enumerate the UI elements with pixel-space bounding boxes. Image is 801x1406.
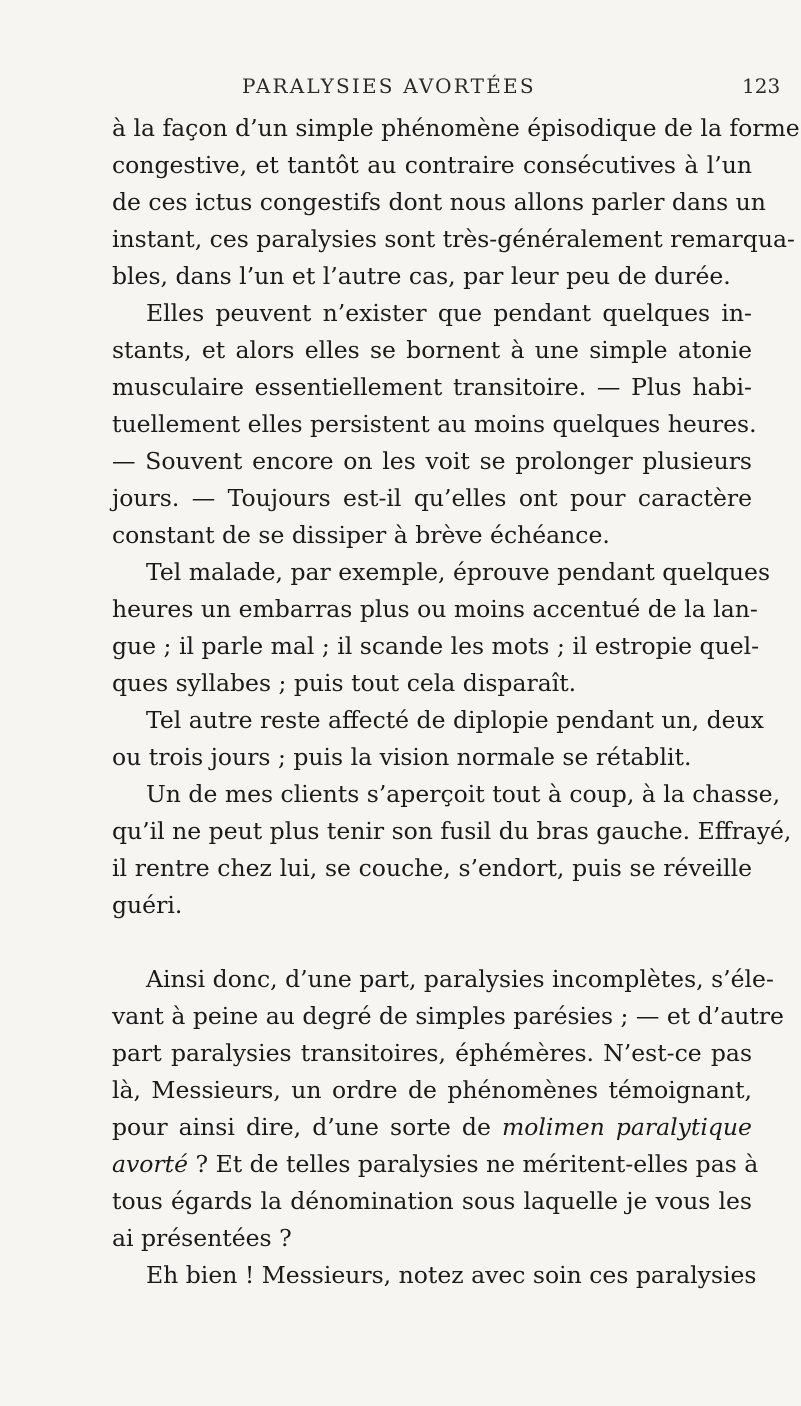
italic-word: avorté: [112, 1150, 189, 1178]
text-line: congestive, et tantôt au contraire consécutives à l’un: [112, 151, 752, 179]
text-line: Elles peuvent n’exister que pendant quelques in-: [146, 299, 752, 327]
text-line: là, Messieurs, un ordre de phénomènes témoignant,: [112, 1076, 752, 1104]
text-line: musculaire essentiellement transitoire. — Plus habi-: [112, 373, 752, 401]
text-line: ai présentées ?: [112, 1224, 292, 1252]
body-text: [112, 110, 800, 1294]
text-line: qu’il ne peut plus tenir son fusil du bras gauche. Effrayé,: [112, 817, 792, 845]
text-line: Ainsi donc, d’une part, paralysies incomplètes, s’éle-: [146, 965, 774, 993]
text-line: heures un embarras plus ou moins accentué de la lan-: [112, 595, 758, 623]
text-line: tous égards la dénomination sous laquelle je vous les: [112, 1187, 752, 1215]
text-line: instant, ces paralysies sont très-généralement remarqua-: [112, 225, 795, 253]
text-line: ques syllabes ; puis tout cela disparaît.: [112, 669, 577, 697]
text-line: à la façon d’un simple phénomène épisodique de la forme: [112, 114, 800, 142]
italic-phrase: molimen paralytique: [501, 1113, 752, 1141]
text-line: stants, et alors elles se bornent à une simple atonie: [112, 336, 752, 364]
text-line-with-italic: [112, 1146, 759, 1183]
text-line: constant de se dissiper à brève échéance.: [112, 521, 610, 549]
paragraph-gap: [112, 924, 752, 961]
text-line: ou trois jours ; puis la vision normale se rétablit.: [112, 743, 692, 771]
text-line: bles, dans l’un et l’autre cas, par leur peu de durée.: [112, 262, 731, 290]
text-line-with-italic: [112, 1109, 752, 1146]
text-line: Tel autre reste affecté de diplopie pendant un, deux: [146, 706, 764, 734]
text-line: vant à peine au degré de simples parésies ; — et d’autre: [112, 1002, 784, 1030]
text-line: part paralysies transitoires, éphémères. N’est-ce pas: [112, 1039, 752, 1067]
text-line: de ces ictus congestifs dont nous allons parler dans un: [112, 188, 766, 216]
text-line: Eh bien ! Messieurs, notez avec soin ces paralysies: [146, 1261, 757, 1289]
page-number: 123: [742, 74, 781, 98]
text-line: jours. — Toujours est-il qu’elles ont pour caractère: [112, 484, 752, 512]
text-line: guéri.: [112, 891, 183, 919]
text-line: — Souvent encore on les voit se prolonger plusieurs: [112, 447, 752, 475]
text-fragment: ? Et de telles paralysies ne méritent-elles pas à: [188, 1150, 759, 1178]
text-line: Un de mes clients s’aperçoit tout à coup, à la chasse,: [146, 780, 781, 808]
text-line: Tel malade, par exemple, éprouve pendant quelques: [146, 558, 771, 586]
text-line: il rentre chez lui, se couche, s’endort, puis se réveille: [112, 854, 752, 882]
text-line: tuellement elles persistent au moins quelques heures.: [112, 410, 757, 438]
text-fragment: pour ainsi dire, d’une sorte de: [112, 1113, 491, 1141]
running-head: [0, 74, 801, 104]
text-line: gue ; il parle mal ; il scande les mots ; il estropie quel-: [112, 632, 760, 660]
running-title: PARALYSIES AVORTÉES: [242, 74, 536, 98]
